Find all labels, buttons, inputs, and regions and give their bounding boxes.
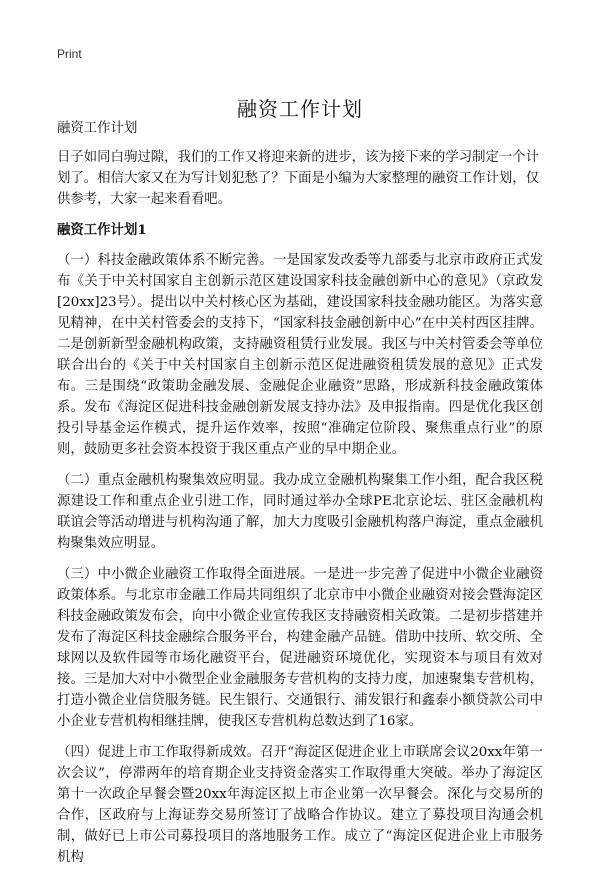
body-paragraph-3: （三）中小微企业融资工作取得全面进展。一是进一步完善了促进中小微企业融资政策体系。与北京市金融工作局共同组织了北京市中小微企业融资对接会暨海淀区科技金融政策发布会，向中小微企业宣传我区支持融资相关政策。二是初步搭建并发布了海淀区科技金融综合服务平台，构建金融产品链。借助中技所、软交所、全球网以及软件园等市场化融资平台，促进融资环境优化，实现资本与项目有效对接。三是加大对中小微型企业金融服务专营机构的支持力度，加速聚集专营机构，打造小微企业信贷服务链。民生银行、交通银行、浦发银行和鑫泰小额贷款公司中小企业专营机构相继挂牌，使我区专营机构总数达到了16家。	[57, 567, 543, 729]
body-paragraph-4: （四）促进上市工作取得新成效。召开“海淀区促进企业上市联席会议20xx年第一次会议”，停滞两年的培育期企业支持资金落实工作取得重大突破。举办了海淀区第十一次政企早餐会暨20xx年海淀区拟上市企业第一次早餐会。深化与交易所的合作，区政府与上海证券交易所签订了战略合作协议。建立了募投项目沟通会机制，做好已上市公司募投项目的落地服务工作。成立了“海淀区促进企业上市服务机构	[57, 745, 543, 865]
print-label: Print	[57, 47, 82, 61]
document-body	[57, 118, 543, 878]
body-paragraph-2: （二）重点金融机构聚集效应明显。我办成立金融机构聚集工作小组，配合我区税源建设工作和重点企业引进工作，同时通过举办全球PE北京论坛、驻区金融机构联谊会等活动增进与机构沟通了解，加大力度吸引金融机构落户海淀，重点金融机构聚集效应明显。	[57, 473, 543, 551]
document-subtitle: 融资工作计划	[57, 121, 138, 136]
intro-paragraph: 日子如同白驹过隙，我们的工作又将迎来新的进步，该为接下来的学习制定一个计划了。相信大家又在为写计划犯愁了？下面是小编为大家整理的融资工作计划，仅供参考，大家一起来看看吧。	[57, 150, 540, 207]
body-paragraph-1: （一）科技金融政策体系不断完善。一是国家发改委等九部委与北京市政府正式发布《关于中关村国家自主创新示范区建设国家科技金融创新中心的意见》（京政发[20xx]23号）。提出以中关村核心区为基础，建设国家科技金融功能区。为落实意见精神，在中关村管委会的支持下，“国家科技金融创新中心”在中关村西区挂牌。二是创新新型金融机构政策，支持融资租赁行业发展。我区与中关村管委会等单位联合出台的《关于中关村国家自主创新示范区促进融资租赁发展的意见》正式发布。三是围绕“政策助金融发展、金融促企业融资”思路，形成新科技金融政策体系。发布《海淀区促进科技金融创新发展支持办法》及申报指南。四是优化我区创投引导基金运作模式，提升运作效率，按照“准确定位阶段、聚焦重点行业”的原则，鼓励更多社会资本投资于我区重点产业的早中期企业。	[57, 253, 543, 457]
section-heading: 融资工作计划1	[57, 222, 147, 238]
document-title: 融资工作计划	[237, 97, 363, 122]
